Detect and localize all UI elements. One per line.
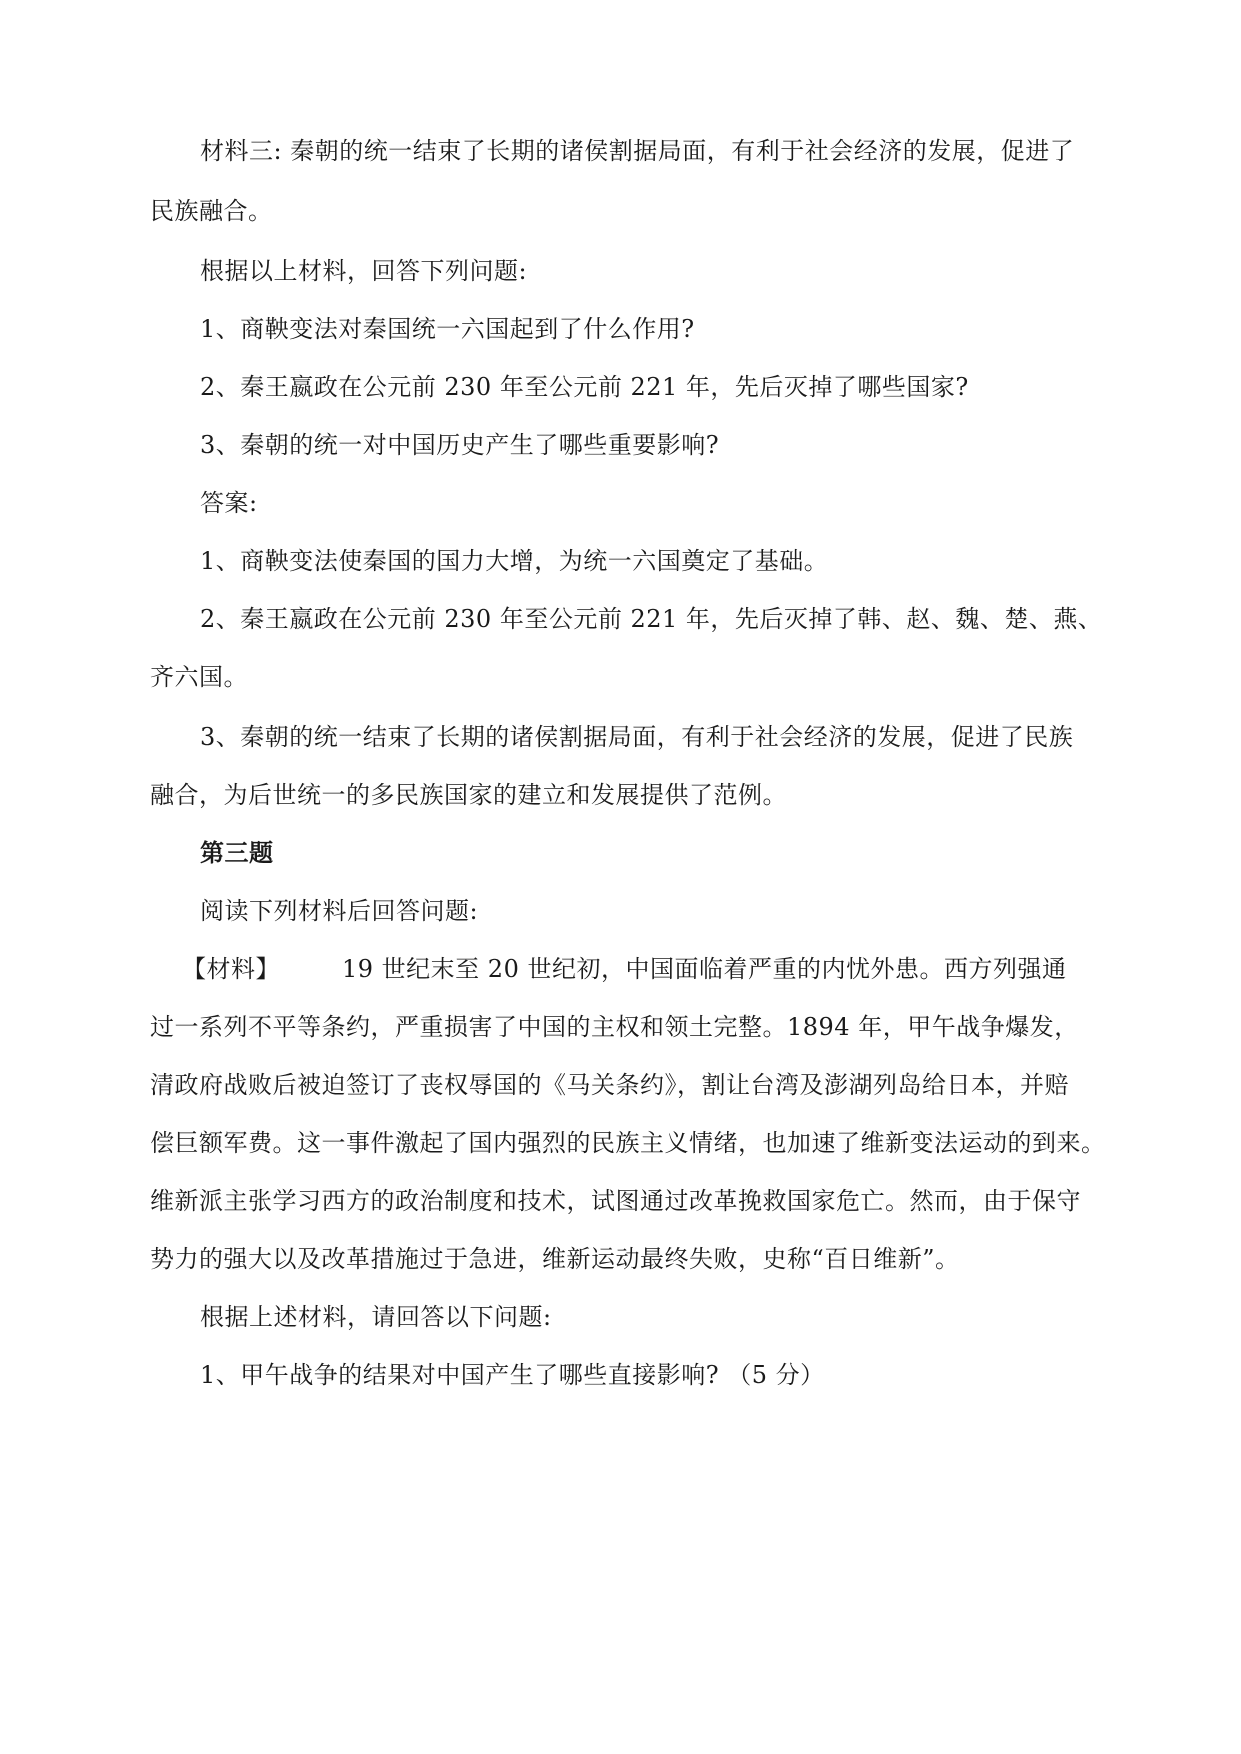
- material-line3: 清政府战败后被迫签订了丧权辱国的《马关条约》，割让台湾及澎湖列岛给日本，并赔: [150, 1071, 1069, 1099]
- questions-intro: 根据以上材料，回答下列问题:: [200, 257, 528, 285]
- question-3: 3、秦朝的统一对中国历史产生了哪些重要影响?: [200, 431, 720, 459]
- answer-2-line1: 2、秦王嬴政在公元前 230 年至公元前 221 年，先后灭掉了韩、赵、魏、楚、燕、: [200, 605, 1103, 633]
- material-line4: 偿巨额军费。这一事件激起了国内强烈的民族主义情绪，也加速了维新变法运动的到来。: [150, 1129, 1106, 1157]
- section3-question-1: 1、甲午战争的结果对中国产生了哪些直接影响? （5 分）: [200, 1361, 825, 1389]
- question-1: 1、商鞅变法对秦国统一六国起到了什么作用?: [200, 315, 695, 343]
- answer-1: 1、商鞅变法使秦国的国力大增，为统一六国奠定了基础。: [200, 547, 829, 575]
- answer-3-line1: 3、秦朝的统一结束了长期的诸侯割据局面，有利于社会经济的发展，促进了民族: [200, 723, 1074, 751]
- question-2: 2、秦王嬴政在公元前 230 年至公元前 221 年，先后灭掉了哪些国家?: [200, 373, 969, 401]
- answer-3-line2: 融合，为后世统一的多民族国家的建立和发展提供了范例。: [150, 781, 787, 809]
- material-line5: 维新派主张学习西方的政治制度和技术，试图通过改革挽救国家危亡。然而，由于保守: [150, 1187, 1081, 1215]
- section3-heading: 第三题: [200, 838, 274, 867]
- material-text-line1: 19 世纪末至 20 世纪初，中国面临着严重的内忧外患。西方列强通: [342, 955, 1067, 983]
- material-line2: 过一系列不平等条约，严重损害了中国的主权和领土完整。1894 年，甲午战争爆发，: [150, 1013, 1079, 1041]
- material-label: 【材料】: [182, 955, 280, 983]
- answer-2-line2: 齐六国。: [150, 663, 248, 691]
- material-line1: [182, 954, 1066, 984]
- material3-line2: 民族融合。: [150, 197, 273, 225]
- material3-line1: 材料三: 秦朝的统一结束了长期的诸侯割据局面，有利于社会经济的发展，促进了: [200, 137, 1075, 165]
- section3-instruction: 阅读下列材料后回答问题:: [200, 897, 479, 925]
- material-line6: 势力的强大以及改革措施过于急进，维新运动最终失败，史称“百日维新”。: [150, 1245, 960, 1273]
- section3-questions-intro: 根据上述材料，请回答以下问题:: [200, 1303, 552, 1331]
- answer-label: 答案:: [200, 489, 258, 517]
